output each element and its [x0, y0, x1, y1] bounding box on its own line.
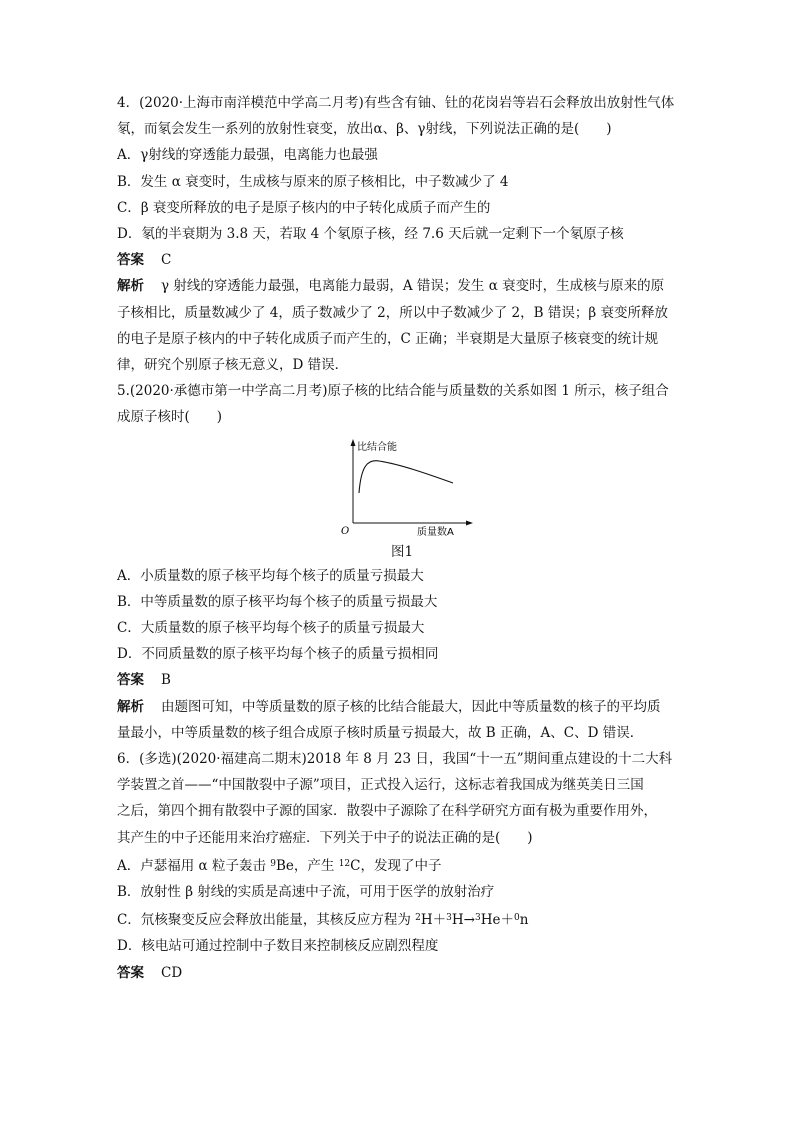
figure-caption: 图1	[390, 543, 414, 560]
q4-analysis-line-4: 律，研究个别原子核无意义，D 错误．	[117, 357, 349, 374]
option-text: C．氘核聚变反应会释放出能量，其核反应方程为	[117, 912, 416, 929]
y-axis-arrow-icon	[351, 439, 356, 446]
q4-analysis-line-1	[117, 273, 687, 299]
q6-option-c	[117, 905, 687, 933]
option-text: H＋	[420, 912, 447, 929]
answer-label: 答案	[117, 672, 144, 689]
q6-stem-line-3: 之后，第四个拥有散裂中子源的国家．散裂中子源除了在科学研究方面有极为重要作用外，	[117, 803, 657, 820]
q4-option-a: A．γ射线的穿透能力最强，电离能力也最强	[117, 147, 378, 164]
helium-mass-number: 3	[474, 913, 481, 924]
x-axis-label: 质量数A	[417, 526, 454, 537]
question-6	[117, 746, 687, 986]
binding-energy-curve-figure	[337, 437, 477, 537]
q5-analysis-line-2: 量最小，中等质量数的核子组合成原子核时质量亏损最大，故 B 正确，A、C、D 错误．	[117, 724, 644, 741]
q4-option-d: D．氡的半衰期为 3.8 天，若取 4 个氡原子核，经 7.6 天后就一定剩下一个氡原子核	[117, 226, 624, 243]
q5-option-a: A．小质量数的原子核平均每个核子的质量亏损最大	[117, 567, 424, 584]
binding-energy-curve	[359, 460, 453, 492]
q5-option-c: C．大质量数的原子核平均每个核子的质量亏损最大	[117, 620, 425, 637]
answer-value: CD	[161, 964, 183, 981]
answer-label: 答案	[117, 252, 144, 269]
answer-label: 答案	[117, 964, 144, 981]
x-axis-arrow-icon	[466, 520, 473, 525]
figure-1	[117, 431, 687, 543]
q5-analysis-line-1	[117, 694, 687, 720]
answer-value: C	[161, 252, 172, 269]
q6-answer	[117, 960, 687, 986]
q6-stem-line-2: 学装置之首——“中国散裂中子源”项目，正式投入运行，这标志着我国成为继英美日三国	[117, 777, 644, 794]
q6-stem-line-4: 其产生的中子还能用来治疗癌症．下列关于中子的说法正确的是( )	[117, 829, 533, 846]
option-text: A．卢瑟福用 α 粒子轰击	[117, 857, 271, 874]
y-axis-label: 比结合能	[357, 441, 397, 453]
deuterium-mass-number: 2	[415, 913, 421, 924]
tritium-mass-number: 3	[446, 913, 452, 924]
analysis-label: 解析	[117, 278, 144, 295]
q4-analysis-line-3: 的电子是原子核内的中子转化成质子而产生的，C 正确；半衰期是大量原子核衰变的统计规	[117, 330, 659, 347]
question-5	[117, 378, 687, 746]
q4-stem-line-1: 4．(2020·上海市南洋模范中学高二月考)有些含有铀、钍的花岗岩等岩石会释放出放射性气体	[117, 95, 675, 111]
q4-analysis-line-2: 子核相比，质量数减少了 4，质子数减少了 2，所以中子数减少了 2，B 错误；β 衰变所释放	[117, 304, 668, 321]
option-text: n	[519, 912, 529, 929]
neutron-mass-number: 0	[513, 913, 520, 924]
analysis-text: 由题图可知，中等质量数的原子核的比结合能最大，因此中等质量数的核子的平均质	[161, 698, 661, 715]
analysis-label: 解析	[117, 698, 144, 715]
option-text: H→	[451, 912, 475, 929]
question-4	[117, 90, 687, 378]
q6-option-a	[117, 851, 687, 879]
option-text: C，发现了中子	[350, 857, 442, 874]
origin-label: O	[341, 525, 350, 537]
carbon-mass-number: 12	[338, 858, 351, 869]
q5-answer	[117, 667, 687, 693]
option-text: Be，产生	[275, 857, 339, 874]
answer-value: B	[161, 672, 171, 689]
analysis-text: γ 射线的穿透能力最强，电离能力最弱，A 错误；发生 α 衰变时，生成核与原来的原	[161, 278, 665, 295]
q4-option-c: C．β 衰变所释放的电子是原子核内的中子转化成质子而产生的	[117, 199, 491, 216]
option-text: He＋	[480, 912, 514, 929]
q4-answer	[117, 247, 687, 273]
q5-option-b: B．中等质量数的原子核平均每个核子的质量亏损最大	[117, 593, 438, 610]
q4-stem-line-2: 氡，而氡会发生一系列的放射性衰变，放出α、β、γ射线，下列说法正确的是( )	[117, 121, 612, 138]
q4-option-b: B．发生 α 衰变时，生成核与原来的原子核相比，中子数减少了 4	[117, 173, 509, 190]
q5-stem-line-2: 成原子核时( )	[117, 409, 223, 426]
q6-stem-line-1: 6．(多选)(2020·福建高二期末)2018 年 8 月 23 日，我国“十一五”期间重点建设的十二大科	[117, 751, 673, 768]
q6-option-b: B．放射性 β 射线的实质是高速中子流，可用于医学的放射治疗	[117, 884, 495, 901]
beryllium-mass-number: 9	[270, 858, 276, 869]
q5-option-d: D．不同质量数的原子核平均每个核子的质量亏损相同	[117, 646, 439, 663]
q6-option-d: D．核电站可通过控制中子数目来控制核反应剧烈程度	[117, 938, 439, 955]
q5-stem-line-1: 5.(2020·承德市第一中学高二月考)原子核的比结合能与质量数的关系如图 1 所示，核子组合	[117, 383, 669, 400]
document-page	[117, 90, 687, 986]
